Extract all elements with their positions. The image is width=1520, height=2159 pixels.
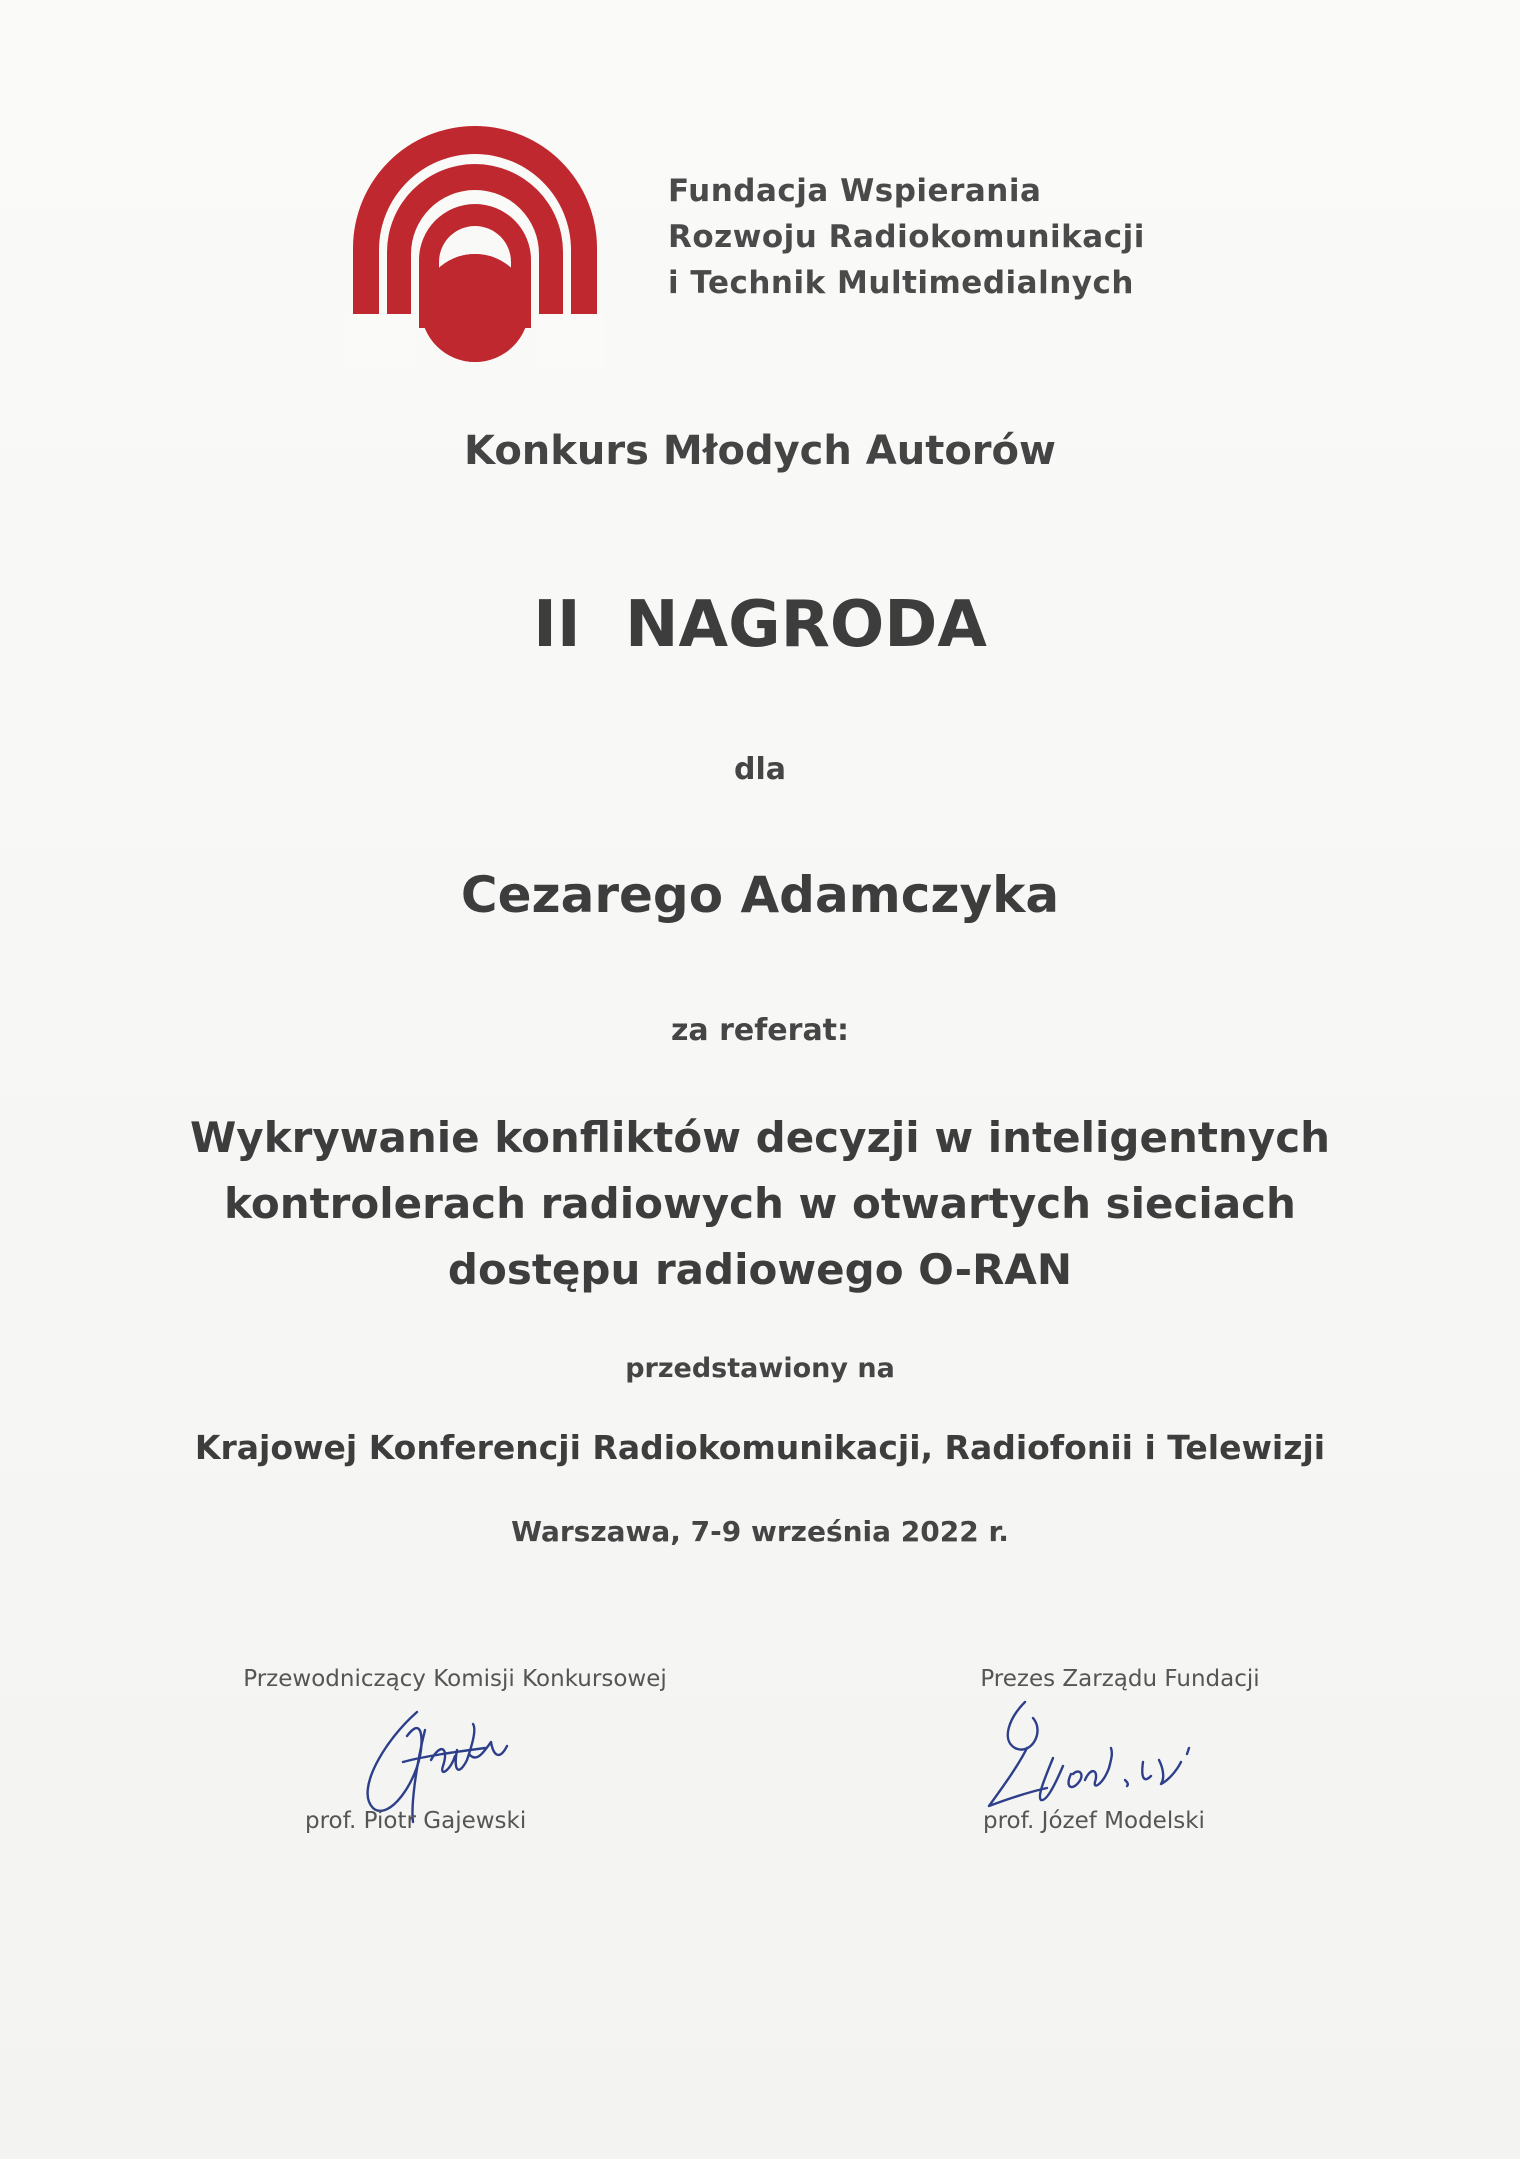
- foundation-logo: [345, 118, 605, 368]
- for-label: dla: [733, 752, 786, 787]
- location-date: Warszawa, 7-9 września 2022 r.: [511, 1515, 1009, 1548]
- conference-name: Krajowej Konferencji Radiokomunikacji, Radiofonii i Telewizji: [194, 1428, 1326, 1467]
- presented-label: przedstawiony na: [625, 1353, 895, 1384]
- award-title: II NAGRODA: [533, 588, 987, 662]
- organization-name-line-2: Rozwoju Radiokomunikacji: [668, 219, 1145, 255]
- competition-title: Konkurs Młodych Autorów: [464, 428, 1056, 474]
- paper-title: [0, 1105, 1520, 1303]
- left-signatory-name: prof. Piotr Gajewski: [305, 1808, 527, 1834]
- organization-name-line-1: Fundacja Wspierania: [668, 173, 1042, 209]
- organization-name: [668, 168, 1145, 306]
- right-signatory-title: Prezes Zarządu Fundacji: [980, 1666, 1260, 1692]
- right-signature: [975, 1688, 1205, 1818]
- paper-title-line-2: kontrolerach radiowych w otwartych sieciach: [224, 1179, 1296, 1228]
- paper-label: za referat:: [670, 1013, 850, 1048]
- recipient-name: Cezarego Adamczyka: [460, 866, 1060, 924]
- paper-title-line-3: dostępu radiowego O-RAN: [447, 1245, 1073, 1294]
- left-signatory-title: Przewodniczący Komisji Konkursowej: [243, 1666, 667, 1692]
- right-signatory-name: prof. Józef Modelski: [983, 1808, 1205, 1834]
- organization-name-line-3: i Technik Multimedialnych: [668, 265, 1134, 301]
- paper-title-line-1: Wykrywanie konfliktów decyzji w inteligentnych: [189, 1113, 1330, 1162]
